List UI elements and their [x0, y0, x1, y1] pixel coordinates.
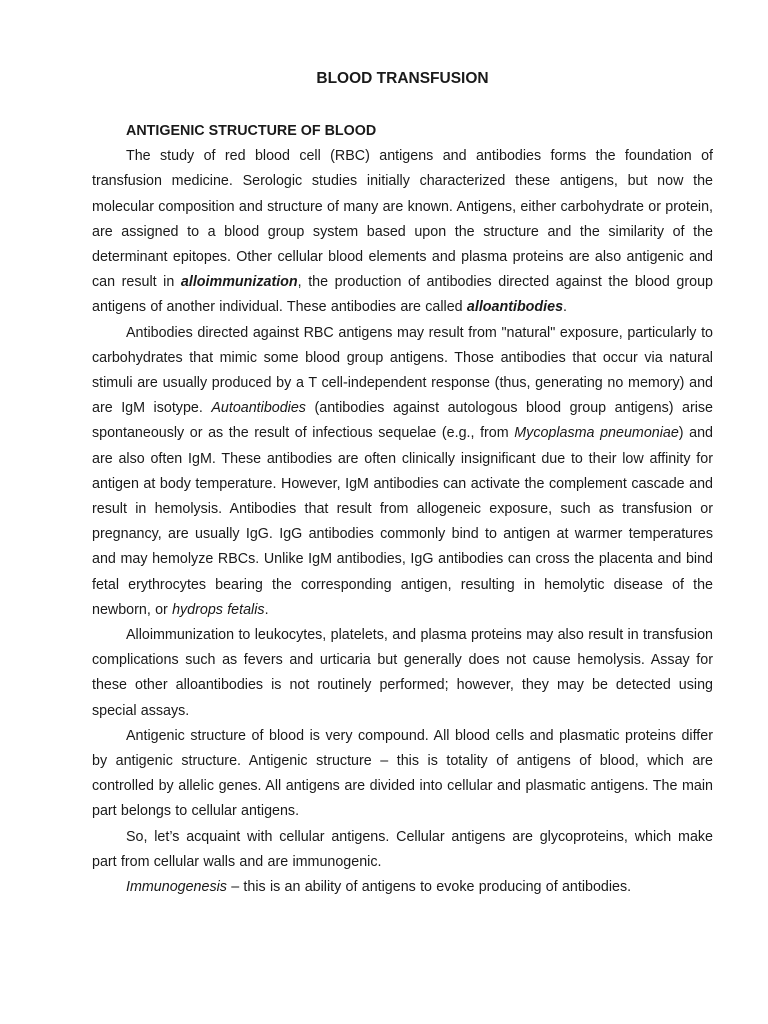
paragraph-1-text-c: .: [563, 299, 568, 316]
paragraph-1: [92, 144, 713, 320]
paragraph-6: [92, 875, 713, 900]
paragraph-2-text-c: ) and are also often IgM. These antibodies are often clinically insignificant due to their low affinity for antigen at body temperature. However, IgM antibodies can activate the complement cascade and result in hemolysis. Antibodies that result from allogeneic exposure, such as transfusion or pregnancy, are usually IgG. IgG antibodies commonly bind to antigen at warmer temperatures and may hemolyze RBCs. Unlike IgM antibodies, IgG antibodies can cross the placenta and bind fetal erythrocytes bearing the corresponding antigen, resulting in hemolytic disease of the newborn, or: [92, 425, 713, 618]
term-alloantibodies: alloantibodies: [466, 299, 564, 316]
term-immunogenesis: Immunogenesis: [126, 879, 227, 896]
paragraph-1-text-b: , the production of antibodies directed against the blood group antigens of another individual. These antibodies are called: [92, 274, 713, 316]
paragraph-3: Alloimmunization to leukocytes, platelets, and plasma proteins may also result in transfusion complications such as fevers and urticaria but generally does not cause hemolysis. Assay for these other alloantibodies is not routinely performed; however, they may be detected using special assays.: [92, 627, 713, 719]
paragraph-1-text-a: The study of red blood cell (RBC) antigens and antibodies forms the foundation of transfusion medicine. Serologic studies initially characterized these antigens, but now the molecular composition and structure of many are known. Antigens, either carbohydrate or protein, are assigned to a blood group system based upon the structure and the similarity of the determinant epitopes. Other cellular blood elements and plasma proteins are also antigenic and can result in: [92, 148, 713, 291]
term-autoantibodies: Autoantibodies: [211, 400, 306, 417]
paragraph-2-text-b: (antibodies against autologous blood group antigens) arise spontaneously or as the result of infectious sequelae (e.g., from: [92, 400, 713, 442]
term-alloimmunization: alloimmunization: [180, 274, 298, 291]
paragraph-2-text-a: Antibodies directed against RBC antigens may result from "natural" exposure, particularly to carbohydrates that mimic some blood group antigens. Those antibodies that occur via natural stimuli are usually produced by a T cell-independent response (thus, generating no memory) and are IgM isotype.: [92, 324, 713, 417]
document-page: [92, 66, 713, 900]
paragraph-2: [92, 321, 713, 623]
paragraph-4: Antigenic structure of blood is very compound. All blood cells and plasmatic proteins differ by antigenic structure. Antigenic structure – this is totality of antigens of blood, which are controlled by allelic genes. All antigens are divided into cellular and plasmatic antigens. The main part belongs to cellular antigens.: [92, 727, 713, 820]
paragraph-6-text: – this is an ability of antigens to evoke producing of antibodies.: [226, 879, 632, 896]
section-heading: ANTIGENIC STRUCTURE OF BLOOD: [126, 123, 377, 139]
term-mycoplasma-pneumoniae: Mycoplasma pneumoniae: [514, 425, 679, 442]
paragraph-2-text-d: .: [264, 601, 269, 618]
document-title: BLOOD TRANSFUSION: [316, 70, 489, 87]
paragraph-5: So, let’s acquaint with cellular antigens. Cellular antigens are glycoproteins, which make part from cellular walls and are immunogenic.: [92, 828, 713, 870]
term-hydrops-fetalis: hydrops fetalis: [172, 601, 265, 618]
